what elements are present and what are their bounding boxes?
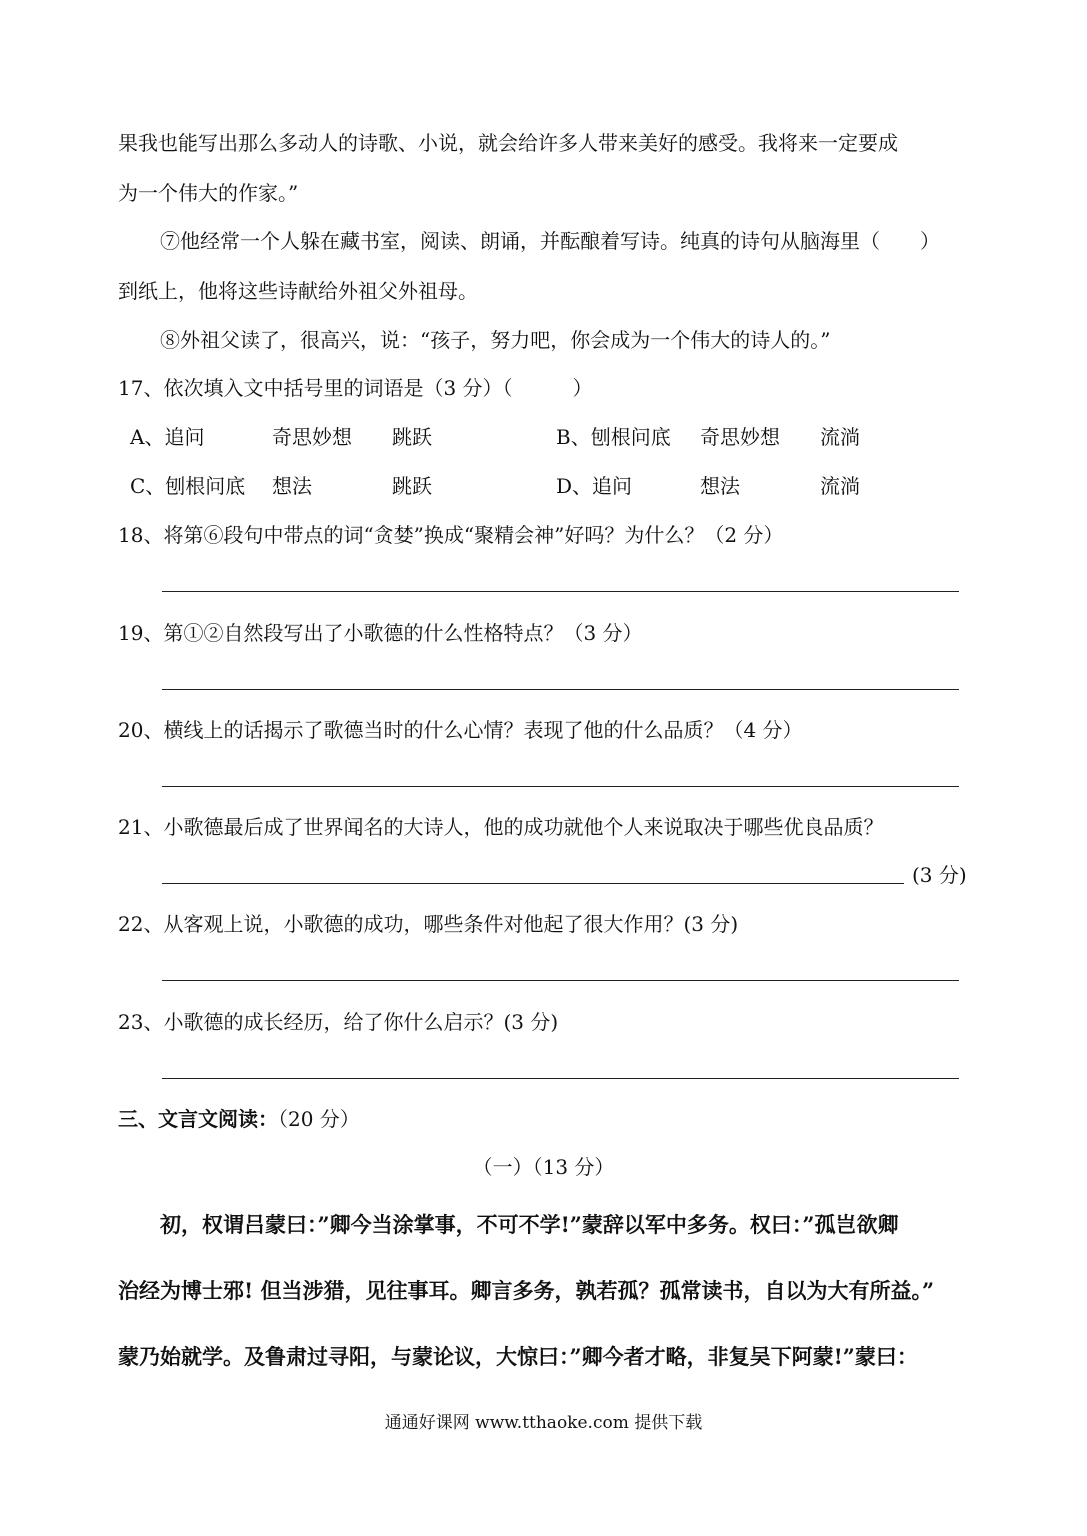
passage-paragraph-8: ⑧外祖父读了，很高兴，说：“孩子，努力吧，你会成为一个伟大的诗人的。”: [160, 328, 831, 352]
answer-line-23: [162, 1078, 959, 1079]
option-d-word-3: 流淌: [820, 474, 860, 498]
passage-paragraph-7: ⑦他经常一个人躲在藏书室，阅读、朗诵，并酝酿着写诗。纯真的诗句从脑海里（ ）: [160, 229, 940, 253]
classical-text-line: 治经为博士邪! 但当涉猎，见往事耳。卿言多务，孰若孤？孤常读书，自以为大有所益。”: [118, 1278, 935, 1303]
question-17: 17、依次填入文中括号里的词语是（3 分）（ ）: [118, 376, 593, 400]
passage-line: 为一个伟大的作家。”: [118, 181, 299, 205]
answer-line-20: [162, 786, 959, 787]
option-b-word-2: 奇思妙想: [700, 425, 780, 449]
option-c-word-3: 跳跃: [392, 474, 432, 498]
question-19: 19、第①②自然段写出了小歌德的什么性格特点？（3 分）: [118, 621, 643, 645]
classical-text-line: 初，权谓吕蒙曰：”卿今当涂掌事，不可不学!”蒙辞以军中多务。权曰：”孤岂欲卿: [160, 1212, 899, 1237]
option-a-word-2: 奇思妙想: [272, 425, 352, 449]
question-18: 18、将第⑥段句中带点的词“贪婪”换成“聚精会神”好吗？为什么？（2 分）: [118, 523, 784, 547]
answer-line-21: [162, 883, 904, 884]
question-20: 20、横线上的话揭示了歌德当时的什么心情？表现了他的什么品质？（4 分）: [118, 718, 803, 742]
option-c-word-2: 想法: [272, 474, 312, 498]
question-23: 23、小歌德的成长经历，给了你什么启示？(3 分): [118, 1010, 559, 1034]
answer-line-18: [162, 591, 959, 592]
option-d-word-2: 想法: [700, 474, 740, 498]
option-a: A、追问: [130, 425, 205, 449]
option-c: C、刨根问底: [130, 474, 246, 498]
option-d: D、追问: [556, 474, 633, 498]
question-22: 22、从客观上说，小歌德的成功，哪些条件对他起了很大作用？(3 分): [118, 912, 739, 936]
answer-line-19: [162, 689, 959, 690]
option-b: B、刨根问底: [556, 425, 671, 449]
passage-line: 果我也能写出那么多动人的诗歌、小说，就会给许多人带来美好的感受。我将来一定要成: [118, 131, 898, 155]
classical-text-line: 蒙乃始就学。及鲁肃过寻阳，与蒙论议，大惊曰：”卿今者才略，非复吴下阿蒙!”蒙曰：: [118, 1344, 918, 1369]
question-21: 21、小歌德最后成了世界闻名的大诗人，他的成功就他个人来说取决于哪些优良品质？: [118, 815, 884, 839]
answer-line-22: [162, 980, 959, 981]
section-3-score: （20 分）: [278, 1107, 360, 1131]
option-b-word-3: 流淌: [820, 425, 860, 449]
subsection-title: （一）（13 分）: [472, 1155, 615, 1179]
section-3-heading: [118, 1106, 360, 1132]
passage-line: 到纸上，他将这些诗献给外祖父外祖母。: [118, 279, 478, 303]
section-3-title: 三、文言文阅读：: [118, 1107, 278, 1131]
page-footer: 通通好课网 www.tthaoke.com 提供下载: [384, 1413, 703, 1433]
option-a-word-3: 跳跃: [392, 425, 432, 449]
question-21-score: (3 分): [912, 863, 967, 887]
